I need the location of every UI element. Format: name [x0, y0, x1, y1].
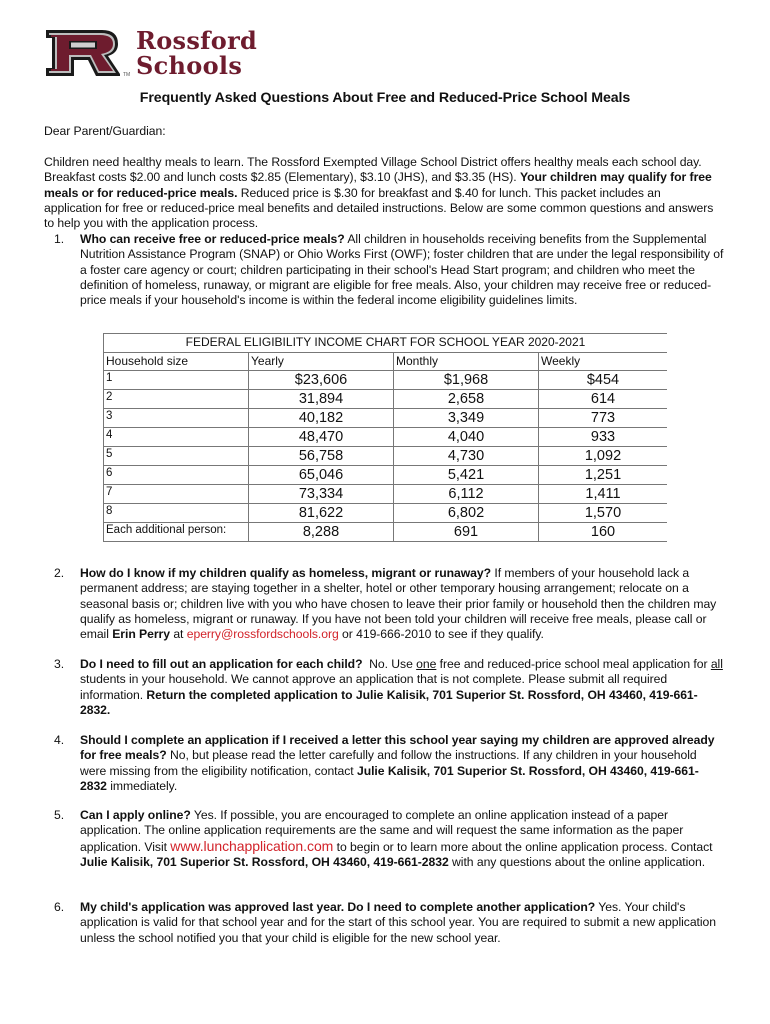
contact-info: Julie Kalisik, 701 Superior St. Rossford, OH 43460, 419-661-2832	[80, 763, 699, 793]
rossford-schools-logo	[44, 28, 324, 82]
faq-number: 5.	[54, 808, 65, 822]
faq-question: How do I know if my children qualify as homeless, migrant or runaway?	[80, 566, 492, 580]
contact-name: Erin Perry	[112, 627, 170, 642]
monthly-value: 4,730	[394, 447, 539, 466]
underlined-all: all	[710, 657, 723, 671]
income-eligibility-table	[103, 333, 667, 542]
table-row	[104, 504, 668, 523]
logo-wordmark	[136, 28, 257, 78]
faq-number: 3.	[54, 657, 65, 671]
household-size: 7	[104, 485, 249, 504]
household-size: 8	[104, 504, 249, 523]
table-row	[104, 409, 668, 428]
faq-item-6	[54, 900, 724, 946]
intro-bold-text: Your children may qualify for free meals or for reduced-price meals.	[44, 170, 712, 200]
faq-number: 1.	[54, 232, 65, 246]
monthly-value: 6,112	[394, 485, 539, 504]
faq-item-4	[54, 733, 724, 794]
faq-answer-tail: or 419-666-2010 to see if they qualify.	[338, 627, 544, 642]
r-letter-logo-icon	[44, 28, 122, 78]
salutation: Dear Parent/Guardian:	[44, 124, 166, 138]
monthly-value: 4,040	[394, 428, 539, 447]
weekly-value: 1,570	[539, 504, 668, 523]
intro-text-2: Reduced price is $.30 for breakfast and $.40 for lunch. This packet includes an application for free or reduced-price meal benefits and detailed instructions. Below are some common questions and answers to help you with the application process.	[44, 185, 714, 231]
household-size: 1	[104, 371, 249, 390]
faq-answer-1: No, but please read the letter carefully and follow the instructions. If any children in your household were missing from the eligibility notification, contact	[80, 748, 697, 778]
table-row-additional-person	[104, 523, 668, 542]
lunchapplication-link[interactable]: www.lunchapplication.com	[170, 837, 334, 854]
header-yearly: Yearly	[249, 353, 394, 371]
faq-answer-2: free and reduced-price school meal application for	[436, 657, 711, 671]
yearly-value: 31,894	[249, 390, 394, 409]
yearly-value: 56,758	[249, 447, 394, 466]
yearly-value: 48,470	[249, 428, 394, 447]
yearly-value: 73,334	[249, 485, 394, 504]
table-row	[104, 466, 668, 485]
household-size: 2	[104, 390, 249, 409]
faq-answer-1: No. Use	[362, 657, 417, 671]
monthly-value: 2,658	[394, 390, 539, 409]
weekly-value: 160	[539, 523, 668, 542]
faq-answer: Yes. Your child's application is valid for that school year and for the start of this school year. You are required to submit a new application unless the school notified you that your child is eligible for the new school year.	[80, 900, 716, 945]
table-row	[104, 485, 668, 504]
faq-answer-3: students in your household. We cannot approve an application that is not complete. Please submit all required information.	[80, 672, 668, 702]
monthly-value: 691	[394, 523, 539, 542]
yearly-value: 81,622	[249, 504, 394, 523]
table-header-row	[104, 353, 668, 371]
table-caption: FEDERAL ELIGIBILITY INCOME CHART FOR SCHOOL YEAR 2020-2021	[104, 334, 668, 353]
household-size: 5	[104, 447, 249, 466]
household-size: 4	[104, 428, 249, 447]
faq-answer-3: with any questions about the online application.	[448, 854, 706, 869]
faq-item-1	[54, 232, 724, 308]
intro-text-1: Children need healthy meals to learn. The Rossford Exempted Village School District offers healthy meals each school day. Breakfast costs $2.00 and lunch costs $2.85 (Elementary), $3.10 (JHS), and $3.35 (HS).	[44, 155, 702, 185]
header-weekly: Weekly	[539, 353, 668, 371]
faq-question: My child's application was approved last year. Do I need to complete another application?	[80, 900, 596, 914]
weekly-value: 933	[539, 428, 668, 447]
monthly-value: 6,802	[394, 504, 539, 523]
header-household-size: Household size	[104, 353, 249, 371]
faq-item-2	[54, 566, 724, 642]
page-title: Frequently Asked Questions About Free and Reduced-Price School Meals	[139, 90, 631, 106]
faq-question: Should I complete an application if I received a letter this school year saying my children are approved already for free meals?	[80, 733, 715, 763]
weekly-value: 1,251	[539, 466, 668, 485]
intro-paragraph	[44, 155, 720, 231]
yearly-value: 40,182	[249, 409, 394, 428]
return-address: Return the completed application to Julie Kalisik, 701 Superior St. Rossford, OH 43460, 419-661-2832.	[80, 687, 698, 717]
logo-line-1: Rossford	[136, 26, 258, 55]
household-size: Each additional person:	[104, 523, 249, 542]
underlined-one: one	[416, 657, 437, 671]
household-size: 3	[104, 409, 249, 428]
table-row	[104, 390, 668, 409]
weekly-value: 773	[539, 409, 668, 428]
weekly-value: $454	[539, 371, 668, 390]
table-row	[104, 447, 668, 466]
faq-answer: If members of your household lack a permanent address; are staying together in a shelter, hotel or other temporary housing arrangement; relocate on a seasonal basis or; children live with you who have chosen to leave their prior family or household then the children may qualify as homeless, migrant or runaway. If you have not been told your children will receive free meals, please call or email	[80, 566, 717, 642]
weekly-value: 614	[539, 390, 668, 409]
monthly-value: 5,421	[394, 466, 539, 485]
contact-info: Julie Kalisik, 701 Superior St. Rossford, OH 43460, 419-661-2832	[80, 854, 449, 869]
weekly-value: 1,411	[539, 485, 668, 504]
logo-line-2: Schools	[136, 51, 243, 80]
yearly-value: 8,288	[249, 523, 394, 542]
weekly-value: 1,092	[539, 447, 668, 466]
faq-item-5	[54, 808, 724, 870]
faq-number: 4.	[54, 733, 65, 747]
email-link[interactable]: eperry@rossfordschools.org	[186, 627, 339, 642]
faq-item-3	[54, 657, 724, 718]
faq-answer-2: immediately.	[106, 778, 178, 793]
faq-question: Who can receive free or reduced-price meals?	[80, 232, 345, 246]
monthly-value: $1,968	[394, 371, 539, 390]
faq-answer-1: Yes. If possible, you are encouraged to complete an online application instead of a paper application. The online application requirements are the same and will request the same information as the paper application. Visit	[80, 808, 684, 854]
table-row	[104, 428, 668, 447]
faq-answer: All children in households receiving benefits from the Supplemental Nutrition Assistance Program (SNAP) or Ohio Works First (OWF); foster children that are under the legal responsibility of a foster care agency or court; children participating in their school's Head Start program; and children who meet the definition of homeless, runaway, or migrant are eligible for free meals. Also, your children may receive free or reduced-price meals if your household's income is within the federal income eligibility guidelines limits.	[80, 232, 724, 308]
monthly-value: 3,349	[394, 409, 539, 428]
table-row	[104, 371, 668, 390]
faq-answer-2: to begin or to learn more about the online application process. Contact	[333, 839, 713, 854]
faq-number: 2.	[54, 566, 65, 580]
faq-question: Can I apply online?	[80, 808, 191, 822]
faq-answer-at: at	[169, 627, 187, 642]
yearly-value: $23,606	[249, 371, 394, 390]
faq-number: 6.	[54, 900, 65, 914]
faq-question: Do I need to fill out an application for each child?	[80, 657, 363, 671]
header-monthly: Monthly	[394, 353, 539, 371]
yearly-value: 65,046	[249, 466, 394, 485]
trademark-symbol: TM	[123, 72, 131, 78]
household-size: 6	[104, 466, 249, 485]
